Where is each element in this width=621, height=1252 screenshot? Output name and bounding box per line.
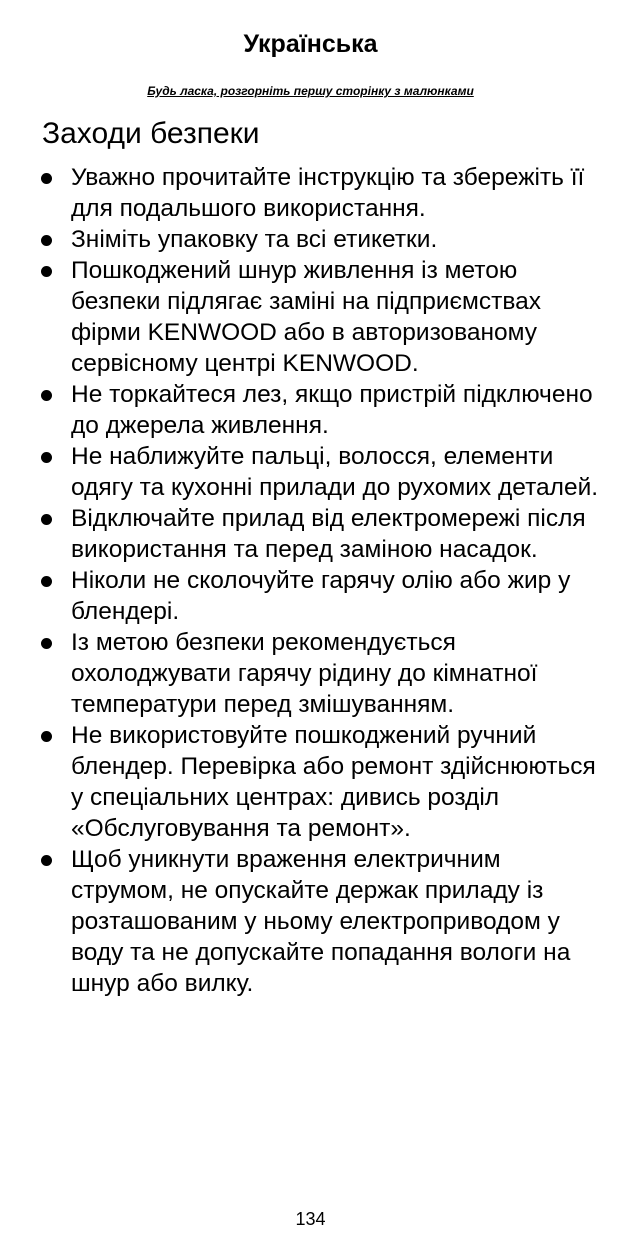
section-title: Заходи безпеки: [42, 117, 260, 150]
language-title: Українська: [243, 30, 378, 58]
bullet-icon: [41, 514, 52, 525]
bullet-icon: [41, 576, 52, 587]
safety-item: [40, 565, 600, 627]
safety-item: [40, 379, 600, 441]
safety-item-text: Не використовуйте пошкоджений ручний блендер. Перевірка або ремонт здійснюються у спеціальних центрах: дивись розділ «Обслуговування та ремонт».: [71, 722, 596, 842]
page-number: 134: [295, 1209, 326, 1229]
safety-item: [40, 162, 600, 224]
safety-item-text: Не наближуйте пальці, волосся, елементи одягу та кухонні прилади до рухомих деталей.: [71, 443, 599, 501]
safety-item: [40, 255, 600, 379]
safety-item-text: Ніколи не сколочуйте гарячу олію або жир у блендері.: [71, 567, 571, 625]
safety-item-text: Щоб уникнути враження електричним струмом, не опускайте держак приладу із розташованим у ньому електроприводом у воду та не допускайте попадання вологи на шнур або вилку.: [71, 846, 571, 997]
safety-item: [40, 441, 600, 503]
safety-item: [40, 503, 600, 565]
safety-item: [40, 844, 600, 999]
safety-item-text: Відключайте прилад від електромережі після використання та перед заміною насадок.: [71, 505, 586, 563]
safety-item: [40, 627, 600, 720]
safety-item: [40, 720, 600, 844]
bullet-icon: [41, 452, 52, 463]
safety-list: [40, 162, 600, 999]
bullet-icon: [41, 266, 52, 277]
bullet-icon: [41, 390, 52, 401]
safety-item-text: Пошкоджений шнур живлення із метою безпеки підлягає заміні на підприємствах фірми KENWOOD або в авторизованому сервісному центрі KENWOOD.: [71, 257, 541, 377]
bullet-icon: [41, 173, 52, 184]
bullet-icon: [41, 235, 52, 246]
bullet-icon: [41, 638, 52, 649]
fold-out-notice: Будь ласка, розгорніть першу сторінку з малюнками: [147, 84, 474, 98]
safety-item: [40, 224, 600, 255]
safety-item-text: Не торкайтеся лез, якщо пристрій підключено до джерела живлення.: [71, 381, 593, 439]
safety-item-text: Уважно прочитайте інструкцію та збережіть її для подальшого використання.: [71, 164, 585, 222]
bullet-icon: [41, 855, 52, 866]
bullet-icon: [41, 731, 52, 742]
safety-item-text: Із метою безпеки рекомендується охолоджувати гарячу рідину до кімнатної температури перед змішуванням.: [71, 629, 538, 718]
safety-item-text: Зніміть упаковку та всі етикетки.: [71, 226, 438, 253]
